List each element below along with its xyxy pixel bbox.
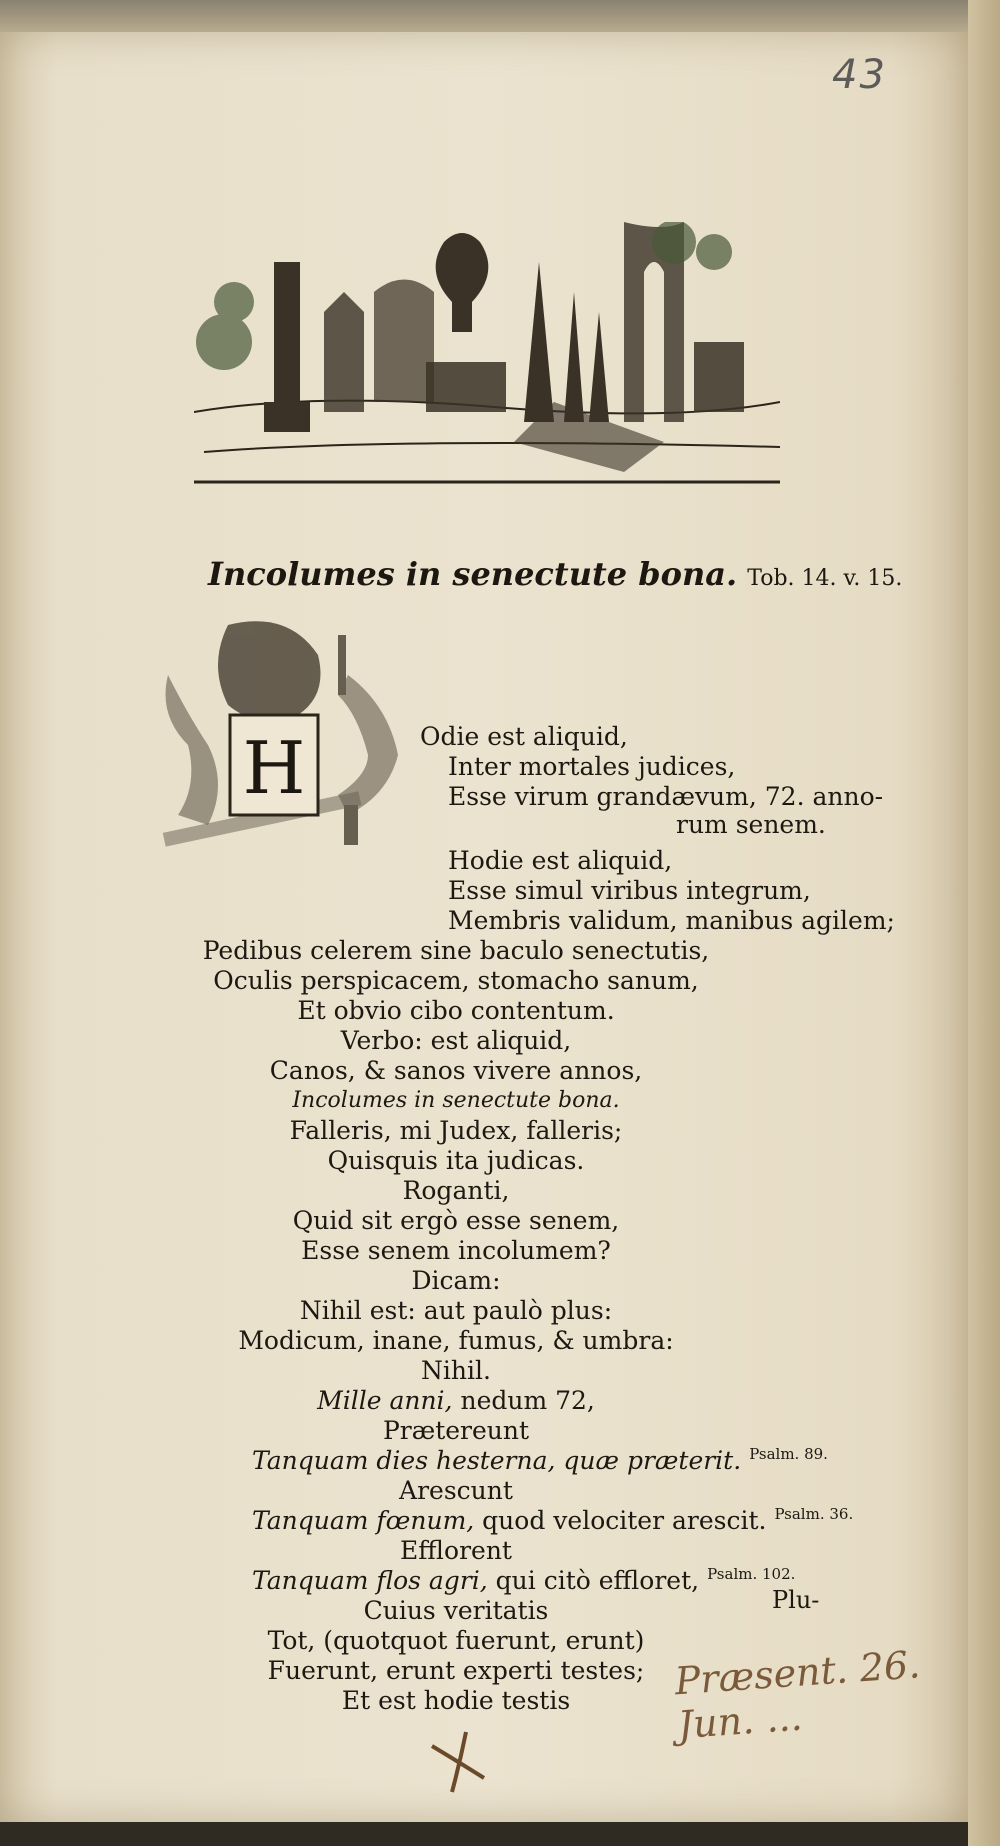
text-line-mixed xyxy=(317,1386,595,1416)
text-line: Et obvio cibo contentum. xyxy=(297,996,615,1025)
ruins-vignette-image xyxy=(194,222,780,490)
text-line: Fuerunt, erunt experti testes; xyxy=(267,1656,645,1685)
decorated-initial-image xyxy=(148,615,420,875)
text-line-italic: Incolumes in senectute bona. xyxy=(292,1088,620,1113)
motto-line xyxy=(208,555,903,593)
text-italic-part: Tanquam flos agri, xyxy=(252,1566,488,1595)
text-line-with-psalm xyxy=(252,1446,828,1479)
text-line: Dicam: xyxy=(411,1266,501,1295)
text-line: Efflorent xyxy=(400,1536,512,1565)
handwritten-cross-mark xyxy=(422,1726,492,1796)
initial-letter: H xyxy=(242,726,306,810)
text-line: Inter mortales judices, xyxy=(448,752,736,781)
text-line: Quid sit ergò esse senem, xyxy=(292,1206,620,1235)
text-line: rum senem. xyxy=(676,810,826,839)
text-roman-part: nedum 72, xyxy=(452,1386,595,1415)
text-line: Roganti, xyxy=(402,1176,510,1205)
text-line: Prætereunt xyxy=(382,1416,530,1445)
text-line: Esse simul viribus integrum, xyxy=(448,876,811,905)
text-line: Quisquis ita judicas. xyxy=(327,1146,585,1175)
text-line: Et est hodie testis xyxy=(341,1686,571,1715)
psalm-reference: Psalm. 89. xyxy=(749,1445,828,1463)
text-line: Esse virum grandævum, 72. anno- xyxy=(448,782,884,811)
catchword: Plu- xyxy=(772,1586,820,1614)
text-line: Tot, (quotquot fuerunt, erunt) xyxy=(267,1626,645,1655)
text-line: Canos, & sanos vivere annos, xyxy=(269,1056,643,1085)
page-number: 43 xyxy=(832,52,887,98)
text-line: Falleris, mi Judex, falleris; xyxy=(289,1116,623,1145)
text-line: Esse senem incolumem? xyxy=(301,1236,611,1265)
text-italic-part: Tanquam fœnum, xyxy=(252,1506,475,1535)
text-line-with-psalm xyxy=(252,1506,853,1539)
text-line: Oculis perspicacem, stomacho sanum, xyxy=(213,966,699,995)
text-line: Arescunt xyxy=(399,1476,513,1505)
text-line-with-psalm xyxy=(252,1566,795,1599)
text-line: Hodie est aliquid, xyxy=(448,846,673,875)
text-line: Modicum, inane, fumus, & umbra: xyxy=(238,1326,674,1355)
text-line: Membris validum, manibus agilem; xyxy=(448,906,895,935)
text-line: Odie est aliquid, xyxy=(420,722,628,751)
psalm-reference: Psalm. 102. xyxy=(707,1565,796,1583)
text-roman-part: qui citò effloret, xyxy=(487,1566,700,1595)
psalm-reference: Psalm. 36. xyxy=(774,1505,854,1523)
text-italic-part: Mille anni, xyxy=(317,1386,453,1415)
page-edge-right xyxy=(968,0,1000,1846)
text-line: Nihil. xyxy=(421,1356,491,1385)
text-italic-part: Tanquam dies hesterna, quæ præterit. xyxy=(252,1446,742,1475)
handwritten-note: Præsent. 26. Jun. ... xyxy=(673,1642,922,1748)
scan-background-top xyxy=(0,0,1000,32)
motto-text: Incolumes in senectute bona. xyxy=(208,555,738,593)
text-line: Cuius veritatis xyxy=(363,1596,549,1625)
text-line: Nihil est: aut paulò plus: xyxy=(299,1296,613,1325)
text-line: Pedibus celerem sine baculo senectutis, xyxy=(202,936,710,965)
text-roman-part: quod velociter arescit. xyxy=(474,1506,767,1535)
text-line: Verbo: est aliquid, xyxy=(340,1026,572,1055)
motto-reference: Tob. 14. v. 15. xyxy=(747,566,903,591)
